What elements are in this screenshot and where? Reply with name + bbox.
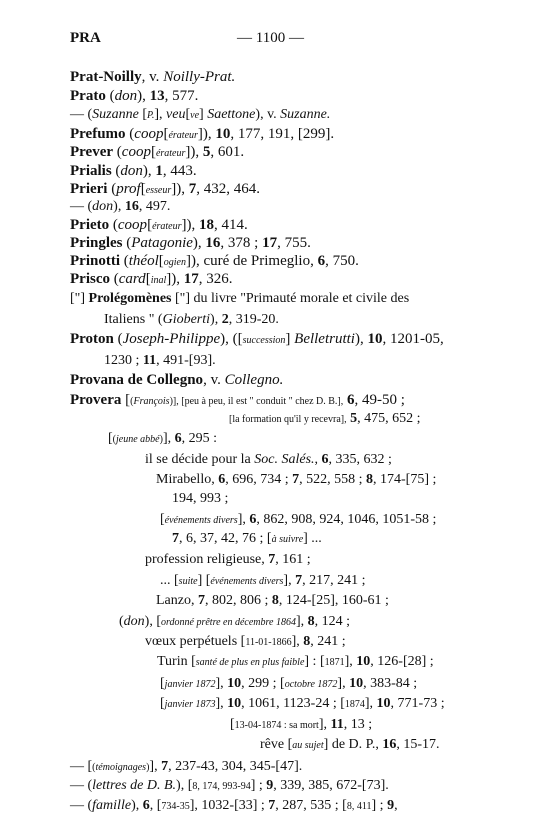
index-line [119,614,350,631]
index-text: [ [108,431,113,446]
index-text: )], [peu à peu, il est " conduit " chez D. B.], [169,396,344,407]
index-line [70,798,398,815]
index-text: Turin [ [157,654,196,669]
index-text: , 124 ; [314,614,351,629]
index-text: 7 [295,573,303,588]
index-text: , [ [149,798,162,813]
index-text: 17 [183,271,199,287]
index-text: , 414. [214,217,248,233]
index-text: ], [283,573,296,588]
index-line [70,144,244,162]
index-text: veu [166,107,186,122]
index-text: octobre 1872 [284,679,338,690]
index-text: [ [121,392,131,408]
index-text: ], 1032-[33] ; [189,798,269,813]
index-line [70,253,359,271]
index-text: don [123,614,145,629]
index-text: [ [138,107,148,122]
index-text: , 161 ; [275,552,311,567]
index-text: P. [147,110,155,121]
index-text: Patagonie [131,235,193,251]
index-text: Prefumo [70,126,126,142]
index-text: , 126-[28] ; [370,654,434,669]
index-text: événements divers [210,576,284,587]
index-text: 1230 ; [104,353,143,368]
index-text: 9 [387,798,395,813]
index-text: [ [185,107,191,122]
index-text: ], [318,717,331,732]
index-text: , 383-84 ; [363,676,418,691]
index-text: ]), [197,126,216,142]
index-line [160,512,436,529]
index-text: , 411 [351,801,372,812]
index-text: il se décide pour la [145,452,255,467]
index-text: ), [137,88,150,104]
index-text: ] [199,107,208,122]
index-line [70,759,302,776]
index-text: ( [130,396,134,407]
index-text: Belletrutti [294,331,355,347]
index-text: 13-04-1874 [234,720,282,731]
index-text: , 124-[25], 160-61 ; [278,593,389,608]
index-text: ]), [185,144,203,160]
index-text: , [394,798,398,813]
index-text: ( [109,217,118,233]
index-text: 1871 [324,657,345,668]
index-text: , 443. [162,163,197,179]
index-text: Prolégomènes [88,291,172,306]
index-text: ), [131,798,143,813]
index-text: , 475, 652 ; [357,411,421,426]
index-text: 10 [349,676,364,691]
index-text: 11 [142,353,157,368]
index-text: ], [215,696,228,711]
index-text: Suzanne [92,107,139,122]
index-text: 16 [124,199,139,214]
index-text: 194, 993 ; [172,491,229,506]
index-text: François [133,396,170,407]
index-text: ], [149,759,162,774]
index-text: 7 [197,593,205,608]
index-text: ( [105,88,115,104]
index-text: 7 [268,552,276,567]
index-text: [la formation qu'il y recevra], [229,414,347,425]
index-text: ( [125,126,135,142]
index-text: 2 [221,312,229,327]
index-line [145,552,311,568]
index-text: ] ; [250,778,267,793]
index-text: [ [147,217,153,233]
index-text: Proton [70,331,114,347]
index-text: ]), [166,271,184,287]
index-line [108,431,217,448]
index-text: 10 [367,331,383,347]
index-text: ordonné prêtre en [161,617,235,628]
index-text: ] ... [303,531,322,546]
index-text: ], [215,676,228,691]
index-line [260,737,440,754]
index-text: , 755. [277,235,311,251]
index-text: , 862, 908, 924, 1046, 1051-58 ; [256,512,437,527]
index-text: ]), [181,217,200,233]
index-text: ) [159,434,163,445]
index-text: 7 [292,472,300,487]
index-text: événements divers [164,515,238,526]
index-text: ( [113,331,123,347]
running-head: PRA [70,30,101,46]
index-line [70,235,311,251]
index-text: , 49-50 ; [354,392,405,408]
index-text: 5 [202,144,211,160]
index-line [70,291,409,307]
index-line [156,593,389,609]
index-line [157,654,434,671]
index-text: rêve [ [260,737,293,752]
index-text: [ [145,271,151,287]
index-text: Saettone [207,107,256,122]
index-text: Soc. Salés. [254,452,315,467]
index-text: 1874 [344,699,365,710]
index-text: , 287, 535 ; [ [275,798,347,813]
index-text: ] : [ [304,654,325,669]
index-text: 16 [205,235,221,251]
index-text: 18 [199,217,215,233]
index-text: vœux perpétuels [ [145,634,246,649]
index-text: , 295 : [181,431,218,446]
index-text: , 326. [198,271,233,287]
index-line [70,199,170,215]
index-text: [ [158,253,164,269]
index-text: coop [134,126,164,142]
index-text: — ( [70,107,93,122]
index-text: : sa mort [281,720,319,731]
index-text: Provera [70,392,122,408]
index-text: Prever [70,144,114,160]
index-text: , v. [141,69,164,85]
index-line [230,717,372,734]
index-text: 7 [188,181,197,197]
index-text: 6 [142,798,150,813]
index-line [70,372,283,388]
index-text: janvier 1872 [164,679,216,690]
index-text: coop [117,217,148,233]
index-text: , v. [203,372,225,388]
index-text: succession [242,335,286,346]
index-text: , 577. [164,88,199,104]
index-text: ]), curé de Primeglio, [185,253,318,269]
index-text: Suzanne. [280,107,331,122]
index-text: ( [92,762,96,773]
index-text: ], [154,107,167,122]
index-line [145,634,346,651]
index-text: Prato [70,88,106,104]
index-text: , 432, 464. [196,181,260,197]
index-line [70,163,197,179]
index-text: ], [291,634,304,649]
index-text: , 177, 191, [299]. [230,126,335,142]
index-text: 6 [317,253,326,269]
index-text: , 802, 806 ; [204,593,272,608]
index-text: , 522, 558 ; [299,472,366,487]
index-text: profession religieuse, [145,552,269,567]
index-text: ( [109,271,119,287]
index-text: , 1201-05, [382,331,444,347]
index-line [160,696,445,713]
index-text: [ [160,676,165,691]
index-text: ], [364,696,377,711]
index-text: Collegno. [224,372,284,388]
index-text: , 319-20. [228,312,279,327]
index-text: , 497. [138,199,171,214]
index-text: — ( [70,798,93,813]
index-text: Mirabello, [156,472,219,487]
index-text: ), ([ [220,331,243,347]
index-text: santé de plus en plus faible [195,657,305,668]
index-text: Noilly-Prat. [163,69,236,85]
index-line [70,331,444,349]
index-text: ( [112,434,117,445]
index-text: jeune abbé [116,434,160,445]
index-text: , [314,452,322,467]
index-text: ( [107,181,117,197]
index-text: , 771-73 ; [390,696,445,711]
index-line [145,452,392,468]
index-text: 8 [346,801,352,812]
index-text: don [120,163,143,179]
index-text: décembre 1864 [234,617,296,628]
index-text: — ( [70,199,93,214]
index-text: ), [354,331,368,347]
index-text: ], [237,512,250,527]
index-text: ), [113,199,125,214]
index-text: , 241 ; [310,634,346,649]
index-text: 10 [227,696,242,711]
index-text: , 1061, 1123-24 ; [ [241,696,345,711]
index-line [70,778,389,795]
index-text: [ [150,144,156,160]
index-text: ( [120,253,129,269]
index-text: ) [146,762,150,773]
index-text: 734-35 [161,801,190,812]
index-text: ]), [171,181,189,197]
index-line [156,472,436,488]
index-text: , 6, 37, 42, 76 ; [ [179,531,272,546]
index-line [104,353,216,369]
index-text: 16 [382,737,397,752]
index-text: ), [210,312,222,327]
index-text: esseur [145,185,172,196]
index-text: , 339, 385, 672-[73]. [273,778,389,793]
index-text: , 299 ; [ [241,676,285,691]
index-text: Prieri [70,181,108,197]
index-text: [ [160,696,165,711]
index-text: ["] du livre "Primauté morale et civile des [171,291,410,306]
index-text: 6 [218,472,226,487]
index-text: ), [142,163,156,179]
index-text: 7 [268,798,276,813]
index-text: inal [150,275,167,286]
index-text: , 335, 632 ; [328,452,392,467]
page-number: — 1100 — [237,30,304,46]
index-text: 8, 174, 993-94 [192,781,251,792]
index-text: , 237-43, 304, 345-[47]. [168,759,303,774]
index-line [70,392,405,410]
index-text: ], [337,676,350,691]
index-text: don [114,88,138,104]
index-text: , 378 ; [220,235,263,251]
index-text: ], [344,654,357,669]
index-text: Provana de Collegno [70,372,204,388]
index-text: 9 [266,778,274,793]
index-text: 10 [376,696,391,711]
index-text: ogien [163,257,186,268]
index-text: 7 [161,759,169,774]
index-text: Prinotti [70,253,120,269]
index-text: [ [163,126,169,142]
index-text: 11-01-1866 [245,637,292,648]
index-text: Prat-Noilly [70,69,142,85]
index-text: érateur [155,148,186,159]
index-line [70,107,330,124]
index-text: ), [192,235,206,251]
index-text: ] [ [197,573,211,588]
index-text: 6 [249,512,257,527]
index-line [172,531,322,548]
index-text: 11 [330,717,344,732]
index-text: ( [122,235,132,251]
index-line [70,69,235,85]
index-line [160,676,417,693]
index-line [229,411,420,428]
index-text: ["] [70,291,89,306]
index-text: 1 [155,163,163,179]
index-text: 7 [172,531,179,546]
index-text: [ [140,181,146,197]
index-text: ] [285,331,295,347]
index-text: ( [119,614,124,629]
index-text: , 696, 734 ; [225,472,293,487]
index-text: érateur [152,221,182,232]
index-text: suite [178,576,198,587]
index-text: ], [162,431,175,446]
index-text: , 217, 241 ; [302,573,366,588]
index-text: ), [ [176,778,193,793]
index-text: , 174-[75] ; [373,472,437,487]
index-text: Italiens " ( [104,312,163,327]
index-text: coop [121,144,151,160]
index-text: — [ [70,759,93,774]
index-text: Prieto [70,217,110,233]
index-text: Gioberti [162,312,211,327]
index-line [160,573,365,590]
index-text: 13 [149,88,165,104]
index-text: card [118,271,146,287]
index-text: ] ; [371,798,388,813]
index-text: , 601. [210,144,245,160]
index-text: témoignages [95,762,147,773]
index-text: au sujet [292,740,324,751]
index-text: don [92,199,114,214]
index-text: ... [ [160,573,179,588]
index-text: 8 [366,472,373,487]
index-text: 10 [356,654,371,669]
index-line [70,217,248,235]
index-line [70,271,233,289]
index-text: 8 [307,614,315,629]
index-text: ] de D. P., [323,737,383,752]
index-text: ( [111,163,121,179]
index-text: ), v. [255,107,281,122]
index-text: Joseph-Philippe [122,331,221,347]
index-text: , 15-17. [396,737,440,752]
index-text: , 13 ; [343,717,373,732]
index-line [172,491,228,507]
index-text: Prialis [70,163,112,179]
index-text: 8 [271,593,279,608]
index-text: famille [92,798,132,813]
index-text: [ [230,717,235,732]
index-text: Prisco [70,271,110,287]
index-text: ( [113,144,122,160]
index-line [70,181,260,199]
index-text: ve [190,110,200,121]
index-text: 8 [303,634,311,649]
index-text: 17 [262,235,278,251]
index-text: prof [116,181,141,197]
index-line [70,88,198,104]
index-text: 6 [347,392,355,408]
index-text: 6 [174,431,182,446]
index-text: lettres de D. B. [92,778,177,793]
index-text: [ [160,512,165,527]
index-text: Pringles [70,235,123,251]
index-text: janvier 1873 [164,699,216,710]
index-text: Lanzo, [156,593,198,608]
index-text: — ( [70,778,93,793]
index-line [70,126,334,144]
index-text: 6 [321,452,329,467]
index-text: , 491-[93]. [156,353,216,368]
index-text: 10 [227,676,242,691]
index-text: ], [295,614,308,629]
index-text: érateur [168,130,198,141]
index-text: 5 [350,411,358,426]
index-line [104,312,279,328]
index-text: ), [ [144,614,161,629]
index-text: à suivre [271,534,304,545]
index-text: 10 [215,126,231,142]
index-text: théol [128,253,159,269]
index-text: , 750. [325,253,359,269]
